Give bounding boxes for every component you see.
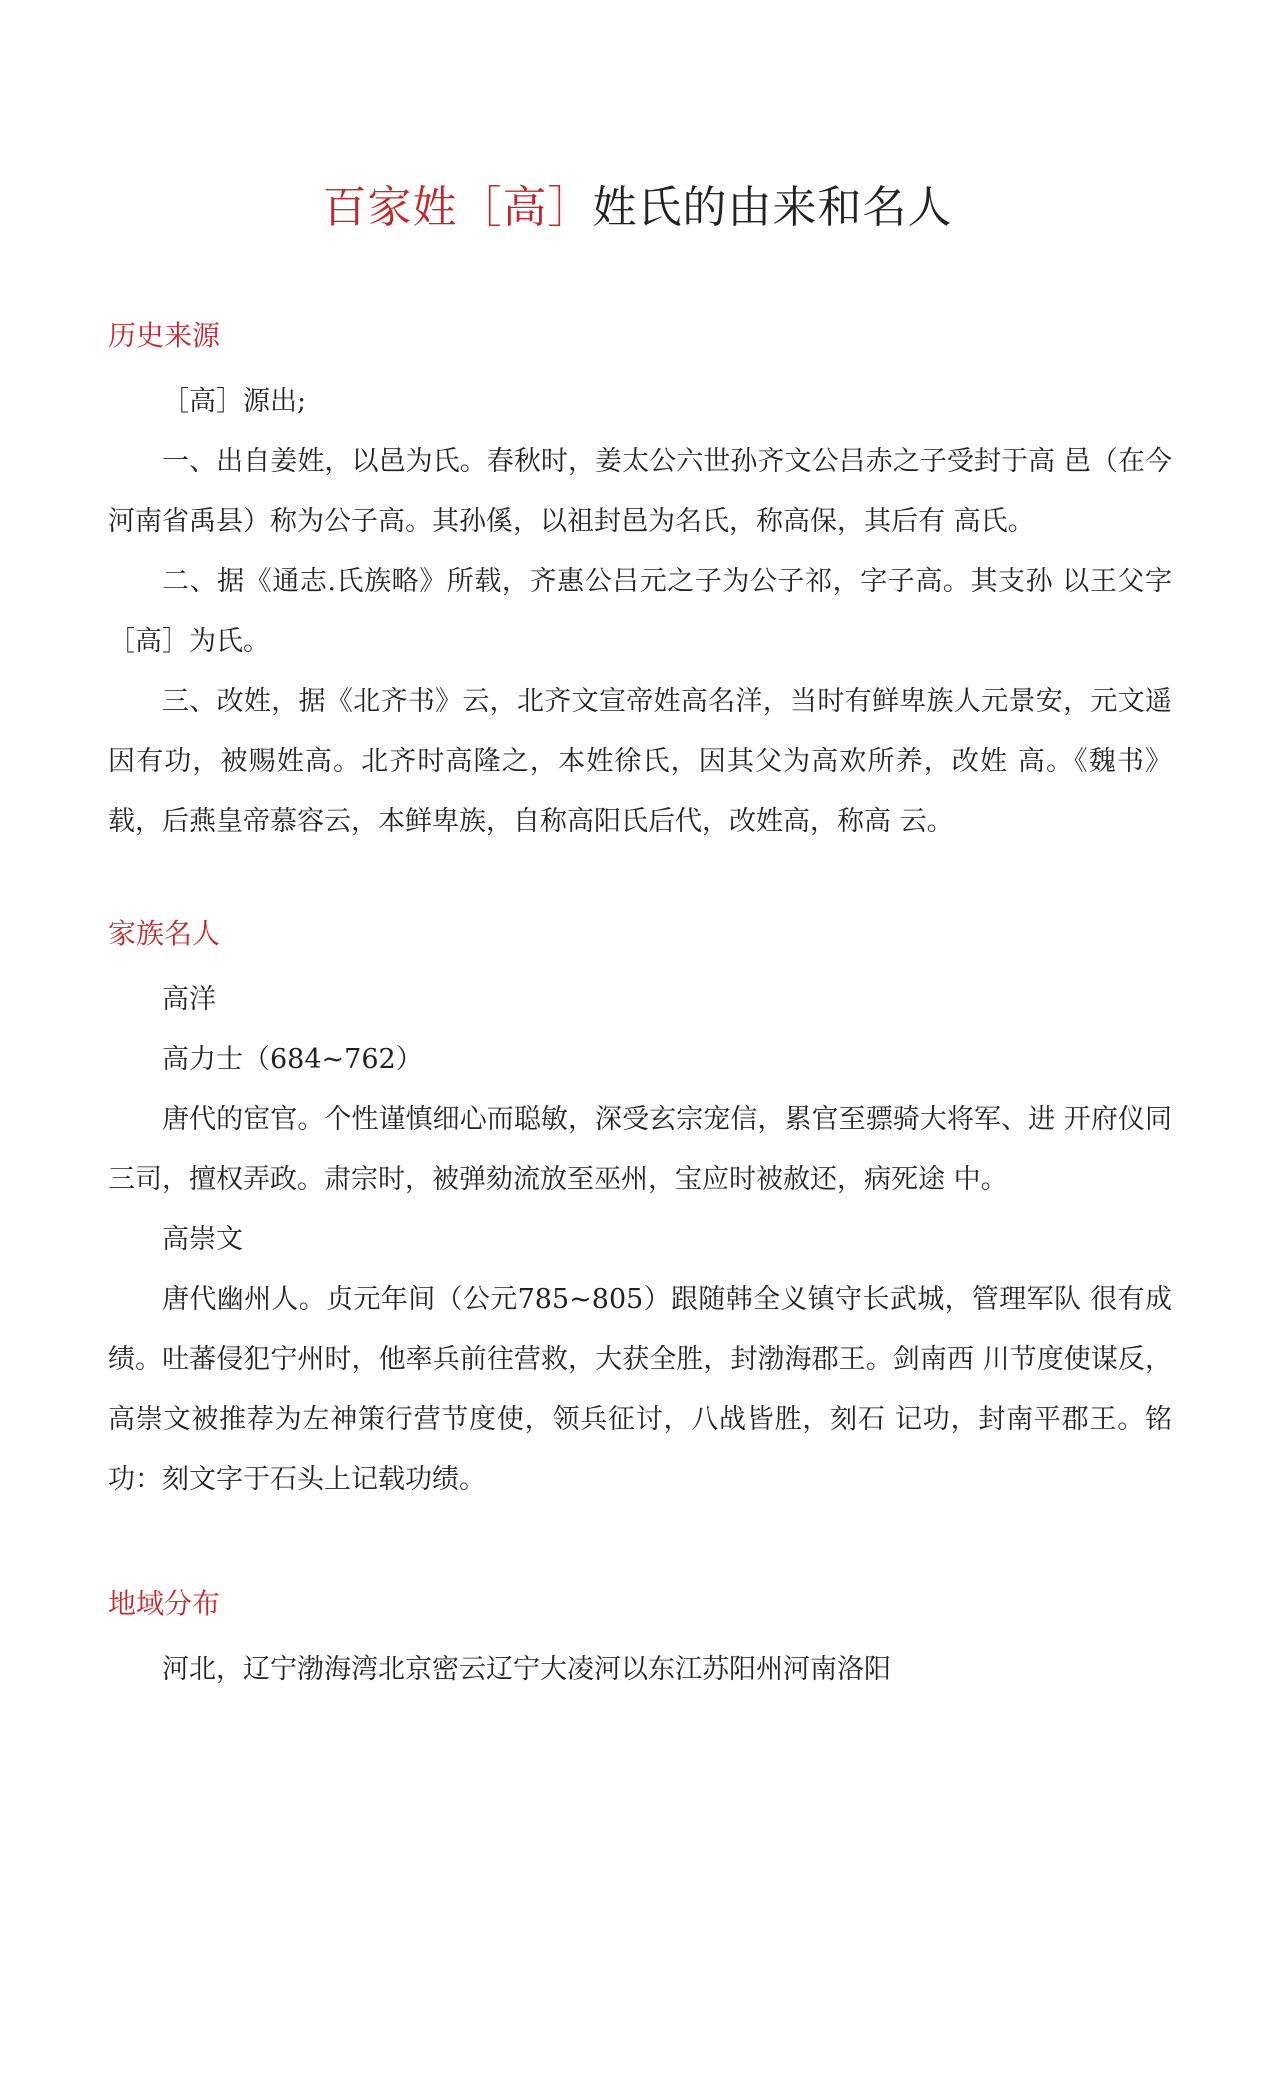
famous-paragraph: 高力士（684~762） (162, 1044, 423, 1075)
famous-paragraph: 唐代的宦官。个性谨慎细心而聪敏，深受玄宗宠信，累官至骠骑大将军、进 开府仪同三司，擅权弄政。肃宗时，被弹劾流放至巫州，宝应时被赦还，病死途 中。 (108, 1104, 1172, 1195)
page-title-prefix: 百家姓［高］ (322, 182, 593, 233)
page-title-suffix: 姓氏的由来和名人 (592, 182, 953, 233)
famous-paragraph: 高洋 (162, 984, 216, 1015)
page-title (0, 178, 1275, 238)
section-heading-history: 历史来源 (108, 319, 221, 352)
section-body-famous (108, 970, 1172, 1510)
famous-paragraph: 唐代幽州人。贞元年间（公元785~805）跟随韩全义镇守长武城，管理军队 很有成绩。吐蕃侵犯宁州时，他率兵前往营救，大获全胜，封渤海郡王。剑南西 川节度使谋反，高崇文被推荐为左神策行营节度使，领兵征讨，八战皆胜，刻石 记功，封南平郡王。铭功：刻文字于石头上记载功绩。 (108, 1284, 1172, 1495)
section-body-history (108, 372, 1172, 852)
section-heading-famous: 家族名人 (108, 917, 221, 950)
section-body-distribution (108, 1640, 1172, 1700)
famous-paragraph: 高崇文 (162, 1224, 243, 1255)
history-paragraph: 一、出自姜姓，以邑为氏。春秋时，姜太公六世孙齐文公吕赤之子受封于高 邑（在今河南省禹县）称为公子高。其孙傒，以祖封邑为名氏，称高保，其后有 高氏。 (108, 446, 1172, 537)
history-paragraph: 三、改姓，据《北齐书》云，北齐文宣帝姓高名洋，当时有鲜卑族人元景安，元文遥因有功，被赐姓高。北齐时高隆之，本姓徐氏，因其父为高欢所养，改姓 高。《魏书》载，后燕皇帝慕容云，本鲜卑族，自称高阳氏后代，改姓高，称高 云。 (108, 686, 1172, 837)
distribution-paragraph: 河北，辽宁渤海湾北京密云辽宁大凌河以东江苏阳州河南洛阳 (162, 1654, 891, 1685)
history-paragraph: ［高］源出; (162, 386, 307, 417)
history-paragraph: 二、据《通志.氏族略》所载，齐惠公吕元之子为公子祁，字子高。其支孙 以王父字［高］为氏。 (108, 566, 1172, 657)
section-heading-distribution: 地域分布 (108, 1587, 221, 1620)
